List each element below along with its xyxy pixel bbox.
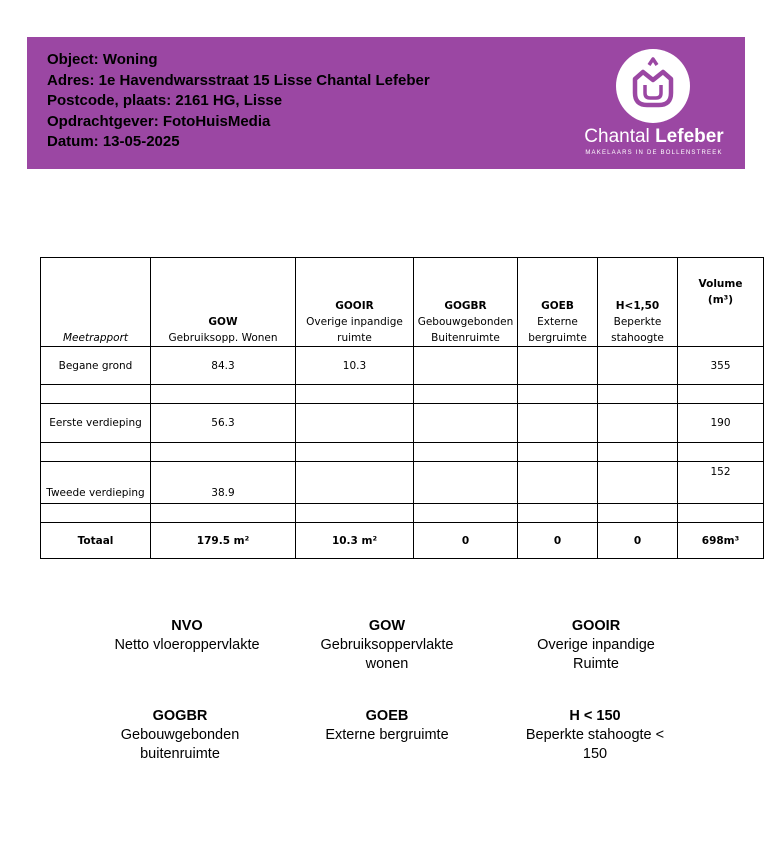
spacer-row [41, 504, 764, 523]
column-header: GOEB Externe bergruimte [518, 258, 598, 347]
column-header: GOW Gebruiksopp. Wonen [151, 258, 296, 347]
legend-item: GOEB Externe bergruimte [325, 708, 449, 743]
legend-item: GOW Gebruiksoppervlakte wonen [320, 618, 454, 672]
table-cell [414, 462, 518, 504]
table-cell [518, 404, 598, 443]
table-cell [41, 504, 151, 523]
spacer-row [41, 443, 764, 462]
table-cell [518, 443, 598, 462]
table-cell: 56.3 [151, 404, 296, 443]
table-cell [151, 385, 296, 404]
table-cell [678, 385, 764, 404]
table-cell [41, 443, 151, 462]
postcode-line: Postcode, plaats: 2161 HG, Lisse [47, 92, 283, 109]
legend-item: GOOIR Overige inpandige Ruimte [537, 618, 655, 672]
table-cell: 38.9 [151, 462, 296, 504]
property-info [47, 50, 430, 153]
column-header: H<1,50 Beperkte stahoogte [598, 258, 678, 347]
spacer-row [41, 385, 764, 404]
table-cell [41, 385, 151, 404]
header-banner [27, 37, 745, 169]
logo-tagline: MAKELAARS IN DE BOLLENSTREEK [585, 150, 723, 156]
legend-item: NVO Netto vloeroppervlakte [114, 618, 260, 653]
table-cell [414, 385, 518, 404]
logo-name-bold: Lefeber [655, 126, 724, 147]
table-row [41, 462, 764, 504]
legend-item: H < 150 Beperkte stahoogte < 150 [525, 708, 665, 762]
table-cell: Totaal [41, 523, 151, 559]
table-cell [518, 347, 598, 385]
table-cell [598, 443, 678, 462]
company-logo [579, 49, 729, 161]
table-cell: 190 [678, 404, 764, 443]
meetrapport-header: Meetrapport [41, 258, 151, 347]
column-header: GOOIR Overige inpandige ruimte [296, 258, 414, 347]
table-cell [151, 504, 296, 523]
table-cell [414, 347, 518, 385]
table-cell: Begane grond [41, 347, 151, 385]
table-cell: 152 [678, 462, 764, 504]
table-cell [518, 385, 598, 404]
table-cell [414, 443, 518, 462]
table-cell: 0 [518, 523, 598, 559]
measurement-table [40, 257, 764, 559]
table-cell [296, 443, 414, 462]
table-cell [296, 404, 414, 443]
table-cell: Tweede verdieping [41, 462, 151, 504]
logo-name-light: Chantal [584, 126, 656, 147]
total-row [41, 523, 764, 559]
table-row [41, 404, 764, 443]
logo-text [579, 126, 729, 148]
table-cell [678, 443, 764, 462]
object-line: Object: Woning [47, 51, 158, 68]
table-cell [296, 462, 414, 504]
table-cell: 179.5 m² [151, 523, 296, 559]
table-cell [598, 504, 678, 523]
table-cell: 10.3 m² [296, 523, 414, 559]
date-line: Datum: 13-05-2025 [47, 133, 180, 150]
table-cell: 0 [414, 523, 518, 559]
address-line: Adres: 1e Havendwarsstraat 15 Lisse Chantal Lefeber [47, 71, 430, 89]
table-cell [598, 462, 678, 504]
table-cell [296, 385, 414, 404]
tulip-logo-icon [616, 49, 690, 123]
table-cell [598, 347, 678, 385]
table-cell [598, 385, 678, 404]
table-header-row [41, 258, 764, 347]
table-cell [414, 404, 518, 443]
table-cell [296, 504, 414, 523]
table-cell: 355 [678, 347, 764, 385]
table-cell [414, 504, 518, 523]
column-header: Volume (m³) [678, 258, 764, 347]
table-cell: 10.3 [296, 347, 414, 385]
table-cell [598, 404, 678, 443]
table-cell [678, 504, 764, 523]
column-header: GOGBR Gebouwgebonden Buitenruimte [414, 258, 518, 347]
table-cell [151, 443, 296, 462]
table-cell: 84.3 [151, 347, 296, 385]
table-cell [518, 504, 598, 523]
table-cell: 0 [598, 523, 678, 559]
table-cell: 698m³ [678, 523, 764, 559]
client-line: Opdrachtgever: FotoHuisMedia [47, 112, 271, 130]
legend-item: GOGBR Gebouwgebonden buitenruimte [120, 708, 240, 762]
table-cell [518, 462, 598, 504]
table-row [41, 347, 764, 385]
table-cell: Eerste verdieping [41, 404, 151, 443]
